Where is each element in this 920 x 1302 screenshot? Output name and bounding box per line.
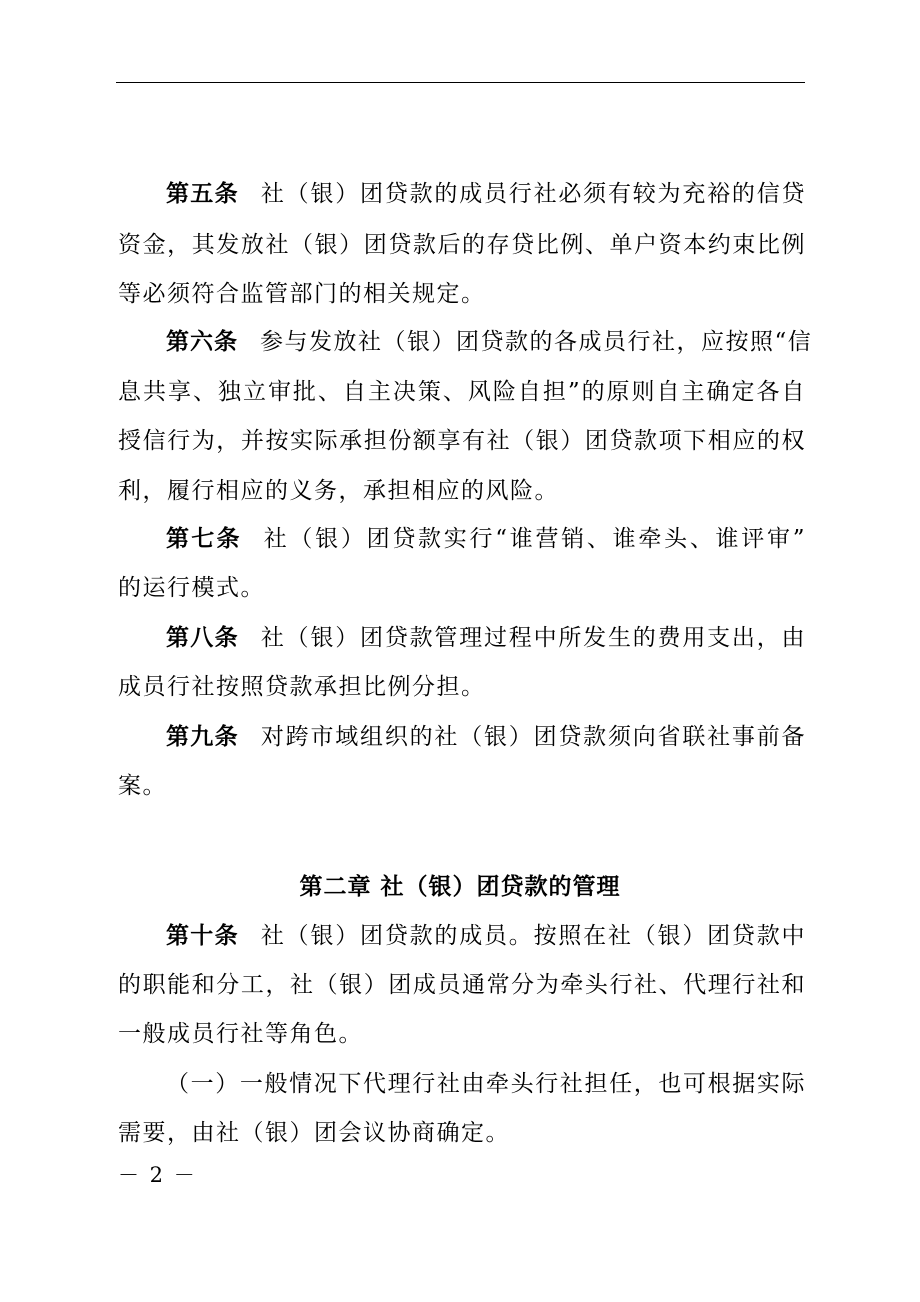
article-6-text: 参与发放社（银）团贷款的各成员行社，应按照“信 bbox=[260, 329, 813, 355]
article-6-number: 第六条 bbox=[166, 329, 238, 355]
article-10-text: 社（银）团贷款的成员。按照在社（银）团贷款中 bbox=[260, 923, 806, 949]
article-5-number: 第五条 bbox=[166, 181, 239, 207]
page-number: － 2 － bbox=[118, 1163, 197, 1187]
article-6-first-line bbox=[166, 327, 813, 357]
article-5-first-line bbox=[166, 179, 806, 209]
article-7-number: 第七条 bbox=[166, 526, 242, 552]
article-10-line: 一般成员行社等角色。 bbox=[118, 1021, 363, 1047]
article-6-line: 授信行为，并按实际承担份额享有社（银）团贷款项下相应的权 bbox=[118, 428, 806, 454]
clause-1-first-line: （一）一般情况下代理行社由牵头行社担任，也可根据实际 bbox=[166, 1071, 806, 1097]
article-9-first-line bbox=[166, 722, 806, 752]
article-10-first-line bbox=[166, 921, 806, 951]
header-rule bbox=[116, 82, 805, 83]
article-10-number: 第十条 bbox=[166, 923, 239, 949]
article-5-line: 资金，其发放社（银）团贷款后的存贷比例、单户资本约束比例 bbox=[118, 232, 806, 258]
article-8-text: 社（银）团贷款管理过程中所发生的费用支出，由 bbox=[260, 625, 806, 651]
article-7-line: 的运行模式。 bbox=[118, 575, 265, 601]
clause-1-line: 需要，由社（银）团会议协商确定。 bbox=[118, 1120, 510, 1146]
article-5-line: 等必须符合监管部门的相关规定。 bbox=[118, 281, 486, 307]
article-9-line: 案。 bbox=[118, 773, 167, 799]
article-9-text: 对跨市域组织的社（银）团贷款须向省联社事前备 bbox=[260, 724, 806, 750]
article-6-line: 利，履行相应的义务，承担相应的风险。 bbox=[118, 478, 559, 504]
chapter-heading: 第二章 社（银）团贷款的管理 bbox=[299, 874, 621, 900]
article-10-line: 的职能和分工，社（银）团成员通常分为牵头行社、代理行社和 bbox=[118, 972, 806, 998]
article-8-number: 第八条 bbox=[166, 625, 239, 651]
article-8-first-line bbox=[166, 623, 806, 653]
article-7-first-line bbox=[166, 524, 806, 554]
article-8-line: 成员行社按照贷款承担比例分担。 bbox=[118, 674, 486, 700]
article-6-line: 息共享、独立审批、自主决策、风险自担”的原则自主确定各自 bbox=[118, 379, 806, 405]
article-9-number: 第九条 bbox=[166, 724, 239, 750]
article-7-text: 社（银）团贷款实行“谁营销、谁牵头、谁评审” bbox=[263, 526, 806, 552]
article-5-text: 社（银）团贷款的成员行社必须有较为充裕的信贷 bbox=[260, 181, 806, 207]
